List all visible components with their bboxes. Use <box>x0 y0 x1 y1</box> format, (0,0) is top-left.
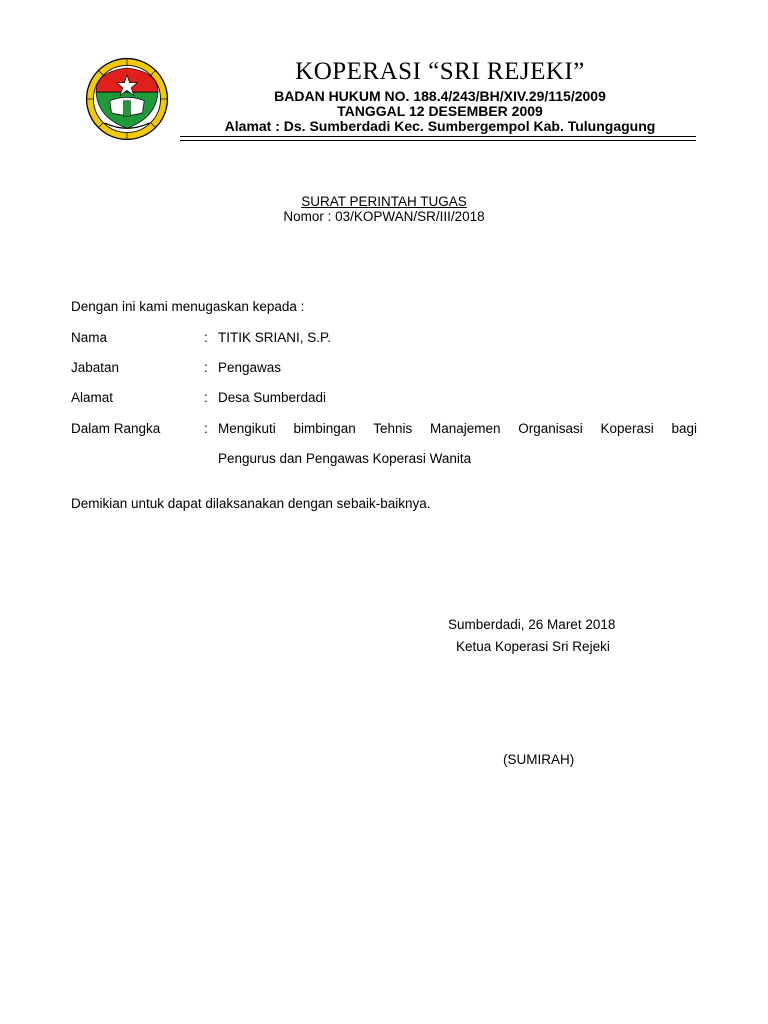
letter-number: Nomor : 03/KOPWAN/SR/III/2018 <box>283 209 485 224</box>
org-address: Alamat : Ds. Sumberdadi Kec. Sumbergempol Kab. Tulungagung <box>224 118 656 134</box>
header-rule-thick <box>180 136 696 137</box>
field-label-dalam-rangka: Dalam Rangka <box>71 421 161 436</box>
legal-registration: BADAN HUKUM NO. 188.4/243/BH/XIV.29/115/2009 <box>274 88 606 104</box>
letter-title: SURAT PERINTAH TUGAS <box>301 194 467 209</box>
field-value-dalam-rangka: Mengikuti bimbingan Tehnis Manajemen Organisasi Koperasi bagi <box>218 421 697 436</box>
field-value-dalam-rangka-continued: Pengurus dan Pengawas Koperasi Wanita <box>218 451 472 466</box>
field-value-nama: TITIK SRIANI, S.P. <box>218 330 332 345</box>
org-name: KOPERASI “SRI REJEKI” <box>295 58 585 85</box>
intro-text: Dengan ini kami menugaskan kepada : <box>71 299 305 314</box>
field-colon: : <box>204 390 208 405</box>
field-label-alamat: Alamat <box>71 390 114 405</box>
field-colon: : <box>204 360 208 375</box>
closing-text: Demikian untuk dapat dilaksanakan dengan sebaik-baiknya. <box>71 496 431 511</box>
field-label-nama: Nama <box>71 330 108 345</box>
registration-date: TANGGAL 12 DESEMBER 2009 <box>337 103 543 119</box>
signature-place-date: Sumberdadi, 26 Maret 2018 <box>448 617 616 632</box>
signature-name: (SUMIRAH) <box>503 752 575 767</box>
field-label-jabatan: Jabatan <box>71 360 120 375</box>
field-colon: : <box>204 421 208 436</box>
koperasi-logo-icon <box>84 56 170 142</box>
signature-role: Ketua Koperasi Sri Rejeki <box>456 639 610 654</box>
field-value-alamat: Desa Sumberdadi <box>218 390 327 405</box>
header-rule-thin <box>180 140 696 141</box>
field-colon: : <box>204 330 208 345</box>
field-value-jabatan: Pengawas <box>218 360 282 375</box>
